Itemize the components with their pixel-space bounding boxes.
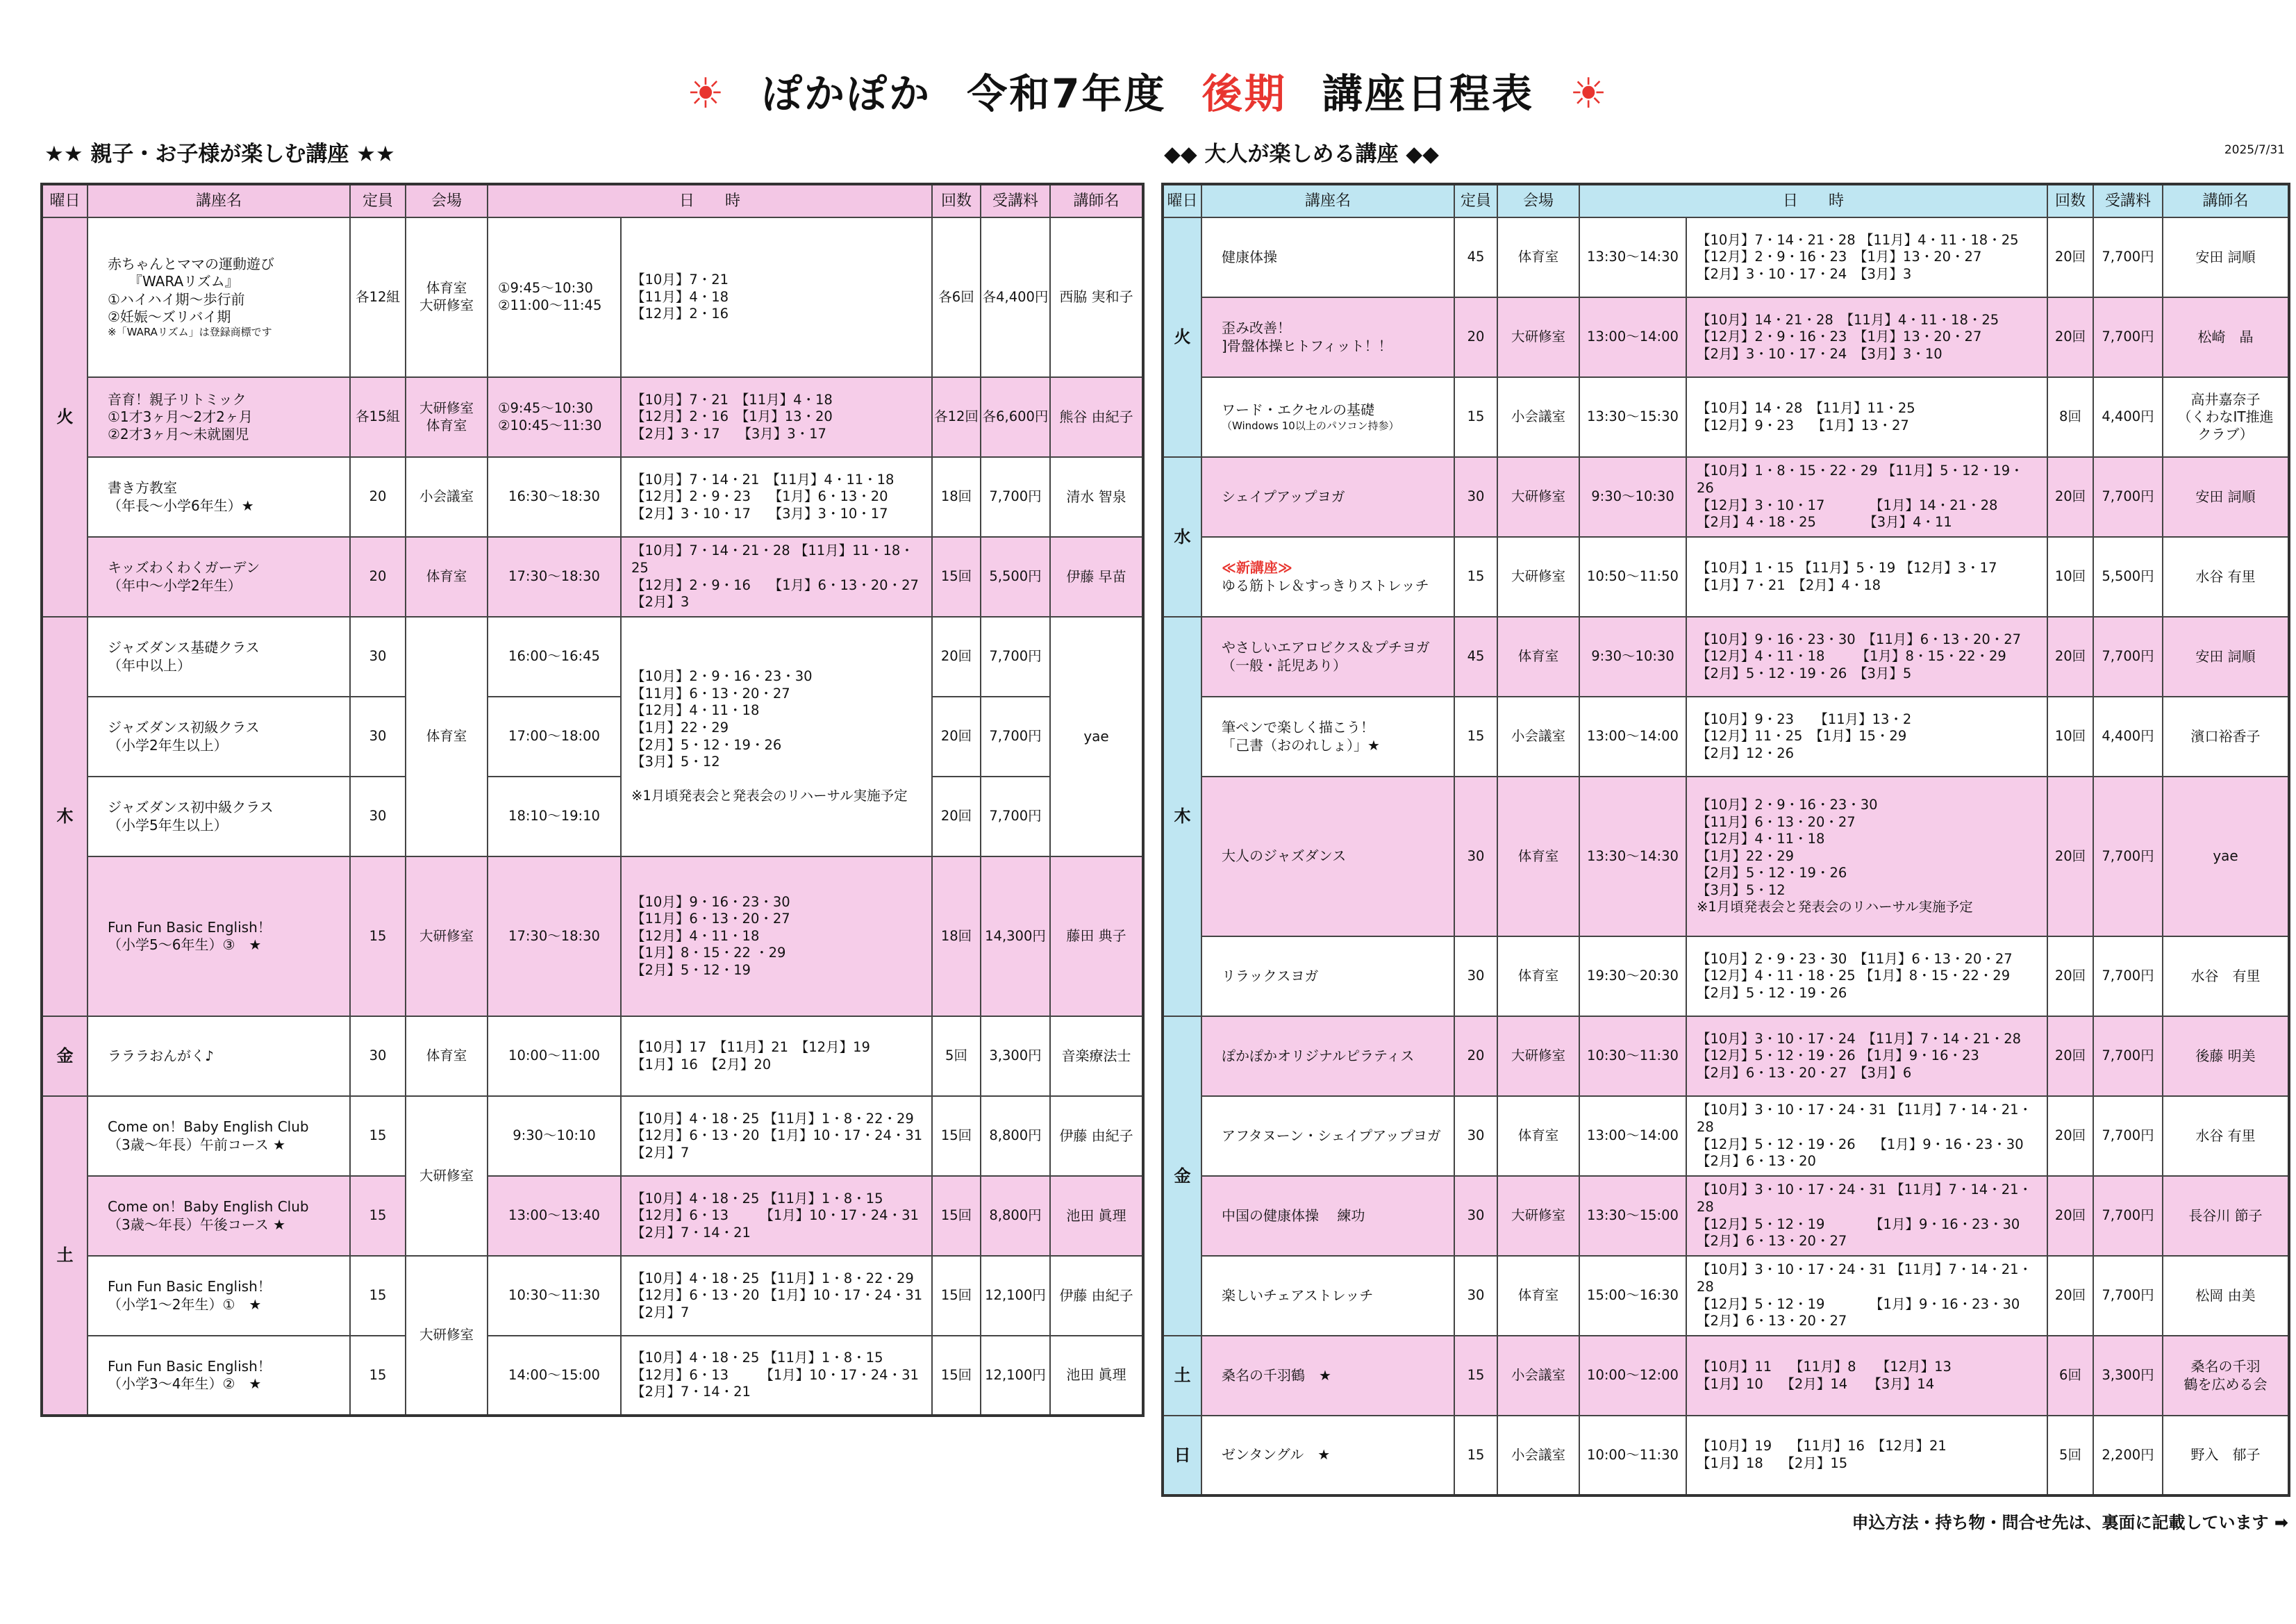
capacity: 20: [350, 457, 406, 537]
count: 20回: [2047, 1256, 2093, 1336]
day-cell: 木: [1163, 617, 1201, 1016]
day-cell: 木: [42, 617, 88, 1016]
header-venue: 会場: [406, 184, 488, 217]
course-name: Fun Fun Basic English！ （小学5～6年生）③ ★: [88, 856, 350, 1016]
instructor: 水谷 有里: [2163, 936, 2289, 1016]
dates: 【10月】11 【11月】8 【12月】13 【1月】10 【2月】14 【3月】14: [1686, 1336, 2047, 1416]
count: 20回: [932, 777, 981, 856]
count: 18回: [932, 457, 981, 537]
day-cell: 土: [1163, 1336, 1201, 1416]
instructor: 後藤 明美: [2163, 1016, 2289, 1096]
header-capacity: 定員: [1454, 184, 1497, 217]
dates: 【10月】9・23 【11月】13・2 【12月】11・25 【1月】15・29 【2月】12・26: [1686, 697, 2047, 777]
page-title: [0, 61, 2296, 124]
instructor: 伊藤 由紀子: [1050, 1256, 1143, 1336]
table-row: [1163, 1256, 2289, 1336]
venue: 大研修室: [406, 1096, 488, 1256]
title-suffix: 講座日程表: [1322, 70, 1534, 117]
table-row: [1163, 377, 2289, 457]
date-stamp: 2025/7/31: [2224, 143, 2285, 157]
dates: 【10月】2・9・16・23・30 【11月】6・13・20・27 【12月】4・11・18 【1月】22・29 【2月】5・12・19・26 【3月】5・12 ※1月頃発表会と発表会のリハーサル実施予定: [1686, 777, 2047, 936]
count: 20回: [932, 617, 981, 697]
day-cell: 金: [1163, 1016, 1201, 1336]
course-name: やさしいエアロビクス＆プチヨガ （一般・託児あり）: [1201, 617, 1454, 697]
fee: 12,100円: [981, 1336, 1050, 1416]
header-venue: 会場: [1497, 184, 1579, 217]
dates: 【10月】3・10・17・24・31 【11月】7・14・21・28 【12月】5・12・19・26 【1月】9・16・23・30 【2月】6・13・20: [1686, 1096, 2047, 1176]
count: 8回: [2047, 377, 2093, 457]
course-name: アフタヌーン・シェイプアップヨガ: [1201, 1096, 1454, 1176]
count: 18回: [932, 856, 981, 1016]
capacity: 30: [1454, 777, 1497, 936]
capacity: 各15組: [350, 377, 406, 457]
table-row: [1163, 1096, 2289, 1176]
venue: 大研修室: [406, 856, 488, 1016]
course-name: 大人のジャズダンス: [1201, 777, 1454, 936]
count: 20回: [2047, 777, 2093, 936]
capacity: 30: [350, 777, 406, 856]
capacity: 30: [350, 697, 406, 777]
fee: 3,300円: [2093, 1336, 2163, 1416]
course-name: 健康体操: [1201, 217, 1454, 297]
capacity: 45: [1454, 617, 1497, 697]
time: 13:00～14:00: [1579, 1096, 1686, 1176]
fee: 7,700円: [2093, 457, 2163, 537]
table-row: [42, 377, 1143, 457]
capacity: 30: [1454, 457, 1497, 537]
venue: 体育室: [1497, 1096, 1579, 1176]
table-row: [42, 1176, 1143, 1256]
dates: 【10月】2・9・23・30 【11月】6・13・20・27 【12月】4・11・18・25 【1月】8・15・22・29 【2月】5・12・19・26: [1686, 936, 2047, 1016]
time: 13:30～15:30: [1579, 377, 1686, 457]
table-row: [42, 1336, 1143, 1416]
fee: 3,300円: [981, 1016, 1050, 1096]
instructor: 熊谷 由紀子: [1050, 377, 1143, 457]
table-row: [1163, 1016, 2289, 1096]
dates: 【10月】7・14・21・28 【11月】4・11・18・25 【12月】2・9・16・23 【1月】13・20・27 【2月】3・10・17・24 【3月】3: [1686, 217, 2047, 297]
fee: 7,700円: [2093, 1176, 2163, 1256]
instructor: 長谷川 節子: [2163, 1176, 2289, 1256]
table-row: [42, 856, 1143, 1016]
course-name: 中国の健康体操 練功: [1201, 1176, 1454, 1256]
dates: 【10月】4・18・25 【11月】1・8・22・29 【12月】6・13・20 【1月】10・17・24・31 【2月】7: [621, 1256, 932, 1336]
course-name: 歪み改善！ ]骨盤体操ヒトフィット！！: [1201, 297, 1454, 377]
dates: 【10月】19 【11月】16 【12月】21 【1月】18 【2月】15: [1686, 1416, 2047, 1495]
count: 20回: [2047, 617, 2093, 697]
header-count: 回数: [932, 184, 981, 217]
course-name: ジャズダンス基礎クラス （年中以上）: [88, 617, 350, 697]
count: 15回: [932, 1176, 981, 1256]
instructor: yae: [1050, 617, 1143, 856]
capacity: 15: [1454, 537, 1497, 617]
sun-icon: ☀: [686, 69, 726, 118]
venue: 小会議室: [1497, 697, 1579, 777]
time: 9:30～10:10: [488, 1096, 621, 1176]
table-row: [1163, 777, 2289, 936]
title-year: 令和7年度: [967, 70, 1167, 117]
course-name: シェイプアップヨガ: [1201, 457, 1454, 537]
fee: 7,700円: [2093, 1256, 2163, 1336]
venue: 小会議室: [406, 457, 488, 537]
time: ①9:45～10:30 ②10:45～11:30: [488, 377, 621, 457]
instructor: 松岡 由美: [2163, 1256, 2289, 1336]
table-row: [1163, 297, 2289, 377]
time: 10:50～11:50: [1579, 537, 1686, 617]
count: 6回: [2047, 1336, 2093, 1416]
instructor: 松崎 晶: [2163, 297, 2289, 377]
dates: 【10月】4・18・25 【11月】1・8・15 【12月】6・13 【1月】10・17・24・31 【2月】7・14・21: [621, 1336, 932, 1416]
time: 15:00～16:30: [1579, 1256, 1686, 1336]
course-name: リラックスヨガ: [1201, 936, 1454, 1016]
venue: 大研修室 体育室: [406, 377, 488, 457]
count: 20回: [2047, 1176, 2093, 1256]
table-header: [42, 184, 1143, 217]
venue: 体育室: [1497, 217, 1579, 297]
capacity: 15: [350, 1336, 406, 1416]
venue: 大研修室: [1497, 1016, 1579, 1096]
instructor: 伊藤 由紀子: [1050, 1096, 1143, 1176]
capacity: 20: [350, 537, 406, 617]
instructor: 水谷 有里: [2163, 537, 2289, 617]
time: 13:00～14:00: [1579, 297, 1686, 377]
capacity: 15: [1454, 377, 1497, 457]
venue: 体育室: [1497, 936, 1579, 1016]
venue: 体育室: [1497, 777, 1579, 936]
header-instructor: 講師名: [1050, 184, 1143, 217]
fee: 5,500円: [981, 537, 1050, 617]
course-name: 筆ペンで楽しく描こう！ 「己書（おのれしょ）」★: [1201, 697, 1454, 777]
dates: 【10月】3・10・17・24 【11月】7・14・21・28 【12月】5・12・19・26 【1月】9・16・23 【2月】6・13・20・27 【3月】6: [1686, 1016, 2047, 1096]
table-row: [42, 537, 1143, 617]
title-prefix: ぽかぽか: [761, 70, 931, 117]
capacity: 15: [350, 856, 406, 1016]
instructor: 安田 詞順: [2163, 217, 2289, 297]
venue: 体育室: [1497, 617, 1579, 697]
dates: 【10月】14・28 【11月】11・25 【12月】9・23 【1月】13・27: [1686, 377, 2047, 457]
capacity: 15: [1454, 1416, 1497, 1495]
time: 10:30～11:30: [1579, 1016, 1686, 1096]
capacity: 30: [350, 617, 406, 697]
time: 17:30～18:30: [488, 856, 621, 1016]
course-name: 楽しいチェアストレッチ: [1201, 1256, 1454, 1336]
count: 各12回: [932, 377, 981, 457]
instructor: 伊藤 早苗: [1050, 537, 1143, 617]
time: 13:30～14:30: [1579, 217, 1686, 297]
day-cell: 火: [42, 217, 88, 617]
new-course-badge: ≪新講座≫: [1222, 559, 1292, 577]
venue: 小会議室: [1497, 1416, 1579, 1495]
time: 16:30～18:30: [488, 457, 621, 537]
course-name: ゼンタングル ★: [1201, 1416, 1454, 1495]
table-row: [42, 457, 1143, 537]
table-row: [1163, 617, 2289, 697]
fee: 7,700円: [2093, 1096, 2163, 1176]
time: 13:00～13:40: [488, 1176, 621, 1256]
capacity: 20: [1454, 297, 1497, 377]
header-day: 曜日: [1163, 184, 1201, 217]
capacity: 30: [1454, 1256, 1497, 1336]
dates: 【10月】4・18・25 【11月】1・8・15 【12月】6・13 【1月】10・17・24・31 【2月】7・14・21: [621, 1176, 932, 1256]
time: ①9:45～10:30 ②11:00～11:45: [488, 217, 621, 377]
header-datetime: 日 時: [1579, 184, 2047, 217]
count: 20回: [2047, 936, 2093, 1016]
table-row: [42, 1256, 1143, 1336]
header-day: 曜日: [42, 184, 88, 217]
dates: 【10月】1・8・15・22・29 【11月】5・12・19・26 【12月】3・10・17 【1月】14・21・28 【2月】4・18・25 【3月】4・11: [1686, 457, 2047, 537]
time: 10:00～11:00: [488, 1016, 621, 1096]
capacity: 45: [1454, 217, 1497, 297]
time: 16:00～16:45: [488, 617, 621, 697]
venue: 大研修室: [1497, 297, 1579, 377]
venue: 体育室: [406, 1016, 488, 1096]
course-name: Fun Fun Basic English！ （小学3～4年生）② ★: [88, 1336, 350, 1416]
venue: 小会議室: [1497, 377, 1579, 457]
course-name: ジャズダンス初中級クラス （小学5年生以上）: [88, 777, 350, 856]
fee: 4,400円: [2093, 377, 2163, 457]
fee: 12,100円: [981, 1256, 1050, 1336]
dates: 【10月】3・10・17・24・31 【11月】7・14・21・28 【12月】5・12・19 【1月】9・16・23・30 【2月】6・13・20・27: [1686, 1176, 2047, 1256]
table-row: [1163, 1176, 2289, 1256]
course-name: Come on！Baby English Club （3歳～年長）午後コース ★: [88, 1176, 350, 1256]
fee: 8,800円: [981, 1096, 1050, 1176]
time: 9:30～10:30: [1579, 457, 1686, 537]
header-name: 講座名: [88, 184, 350, 217]
venue: 大研修室: [406, 1256, 488, 1416]
time: 9:30～10:30: [1579, 617, 1686, 697]
fee: 8,800円: [981, 1176, 1050, 1256]
course-name: ≪新講座≫ ゆる筋トレ＆すっきりストレッチ: [1201, 537, 1454, 617]
course-name: 音育！親子リトミック ①1才3ヶ月～2才2ヶ月 ②2才3ヶ月～未就園児: [88, 377, 350, 457]
time: 19:30～20:30: [1579, 936, 1686, 1016]
table-row: [1163, 457, 2289, 537]
section-title-kids: ★★ 親子・お子様が楽しむ講座 ★★: [44, 142, 395, 167]
time: 17:30～18:30: [488, 537, 621, 617]
course-name: ぽかぽかオリジナルピラティス: [1201, 1016, 1454, 1096]
header-capacity: 定員: [350, 184, 406, 217]
table-row: [42, 1096, 1143, 1176]
fee: 7,700円: [981, 617, 1050, 697]
dates: 【10月】14・21・28 【11月】4・11・18・25 【12月】2・9・16・23 【1月】13・20・27 【2月】3・10・17・24 【3月】3・10: [1686, 297, 2047, 377]
kids-schedule-table: [40, 183, 1145, 1417]
time: 10:00～11:30: [1579, 1416, 1686, 1495]
count: 10回: [2047, 537, 2093, 617]
footer-note: 申込方法・持ち物・問合せ先は、裏面に記載しています ➡: [1852, 1513, 2288, 1532]
venue: 大研修室: [1497, 457, 1579, 537]
dates: 【10月】4・18・25 【11月】1・8・22・29 【12月】6・13・20 【1月】10・17・24・31 【2月】7: [621, 1096, 932, 1176]
fee: 各4,400円: [981, 217, 1050, 377]
fee: 4,400円: [2093, 697, 2163, 777]
table-row: [42, 617, 1143, 697]
day-cell: 土: [42, 1096, 88, 1416]
table-row: [42, 777, 1143, 856]
dates: 【10月】7・21 【11月】4・18 【12月】2・16: [621, 217, 932, 377]
count: 10回: [2047, 697, 2093, 777]
venue: 体育室: [406, 617, 488, 856]
venue: 体育室: [1497, 1256, 1579, 1336]
venue: 大研修室: [1497, 537, 1579, 617]
count: 15回: [932, 1256, 981, 1336]
fee: 7,700円: [2093, 777, 2163, 936]
table-row: [42, 217, 1143, 377]
capacity: 各12組: [350, 217, 406, 377]
time: 13:00～14:00: [1579, 697, 1686, 777]
dates: 【10月】2・9・16・23・30 【11月】6・13・20・27 【12月】4・11・18 【1月】22・29 【2月】5・12・19・26 【3月】5・12 ※1月頃発表会と発表会のリハーサル実施予定: [621, 617, 932, 856]
day-cell: 金: [42, 1016, 88, 1096]
time: 13:30～14:30: [1579, 777, 1686, 936]
course-name: ラララおんがく♪: [88, 1016, 350, 1096]
fee: 7,700円: [981, 457, 1050, 537]
instructor: 池田 眞理: [1050, 1176, 1143, 1256]
time: 14:00～15:00: [488, 1336, 621, 1416]
count: 20回: [2047, 217, 2093, 297]
count: 20回: [2047, 297, 2093, 377]
fee: 7,700円: [2093, 217, 2163, 297]
time: 10:30～11:30: [488, 1256, 621, 1336]
fee: 2,200円: [2093, 1416, 2163, 1495]
header-datetime: 日 時: [488, 184, 932, 217]
instructor: 高井嘉奈子 （くわなIT推進 クラブ）: [2163, 377, 2289, 457]
venue: 体育室: [406, 537, 488, 617]
course-name: Come on！Baby English Club （3歳～年長）午前コース ★: [88, 1096, 350, 1176]
instructor: 安田 詞順: [2163, 617, 2289, 697]
capacity: 15: [1454, 1336, 1497, 1416]
fee: 7,700円: [981, 777, 1050, 856]
table-header: [1163, 184, 2289, 217]
fee: 14,300円: [981, 856, 1050, 1016]
venue: 大研修室: [1497, 1176, 1579, 1256]
instructor: 水谷 有里: [2163, 1096, 2289, 1176]
venue: 体育室 大研修室: [406, 217, 488, 377]
time: 10:00～12:00: [1579, 1336, 1686, 1416]
course-name: 桑名の千羽鶴 ★: [1201, 1336, 1454, 1416]
capacity: 30: [1454, 1096, 1497, 1176]
time: 17:00～18:00: [488, 697, 621, 777]
count: 20回: [2047, 1096, 2093, 1176]
instructor: yae: [2163, 777, 2289, 936]
fee: 7,700円: [981, 697, 1050, 777]
dates: 【10月】1・15 【11月】5・19 【12月】3・17 【1月】7・21 【2月】4・18: [1686, 537, 2047, 617]
dates: 【10月】7・21 【11月】4・18 【12月】2・16 【1月】13・20 【2月】3・17 【3月】3・17: [621, 377, 932, 457]
count: 20回: [2047, 457, 2093, 537]
count: 15回: [932, 537, 981, 617]
fee: 各6,600円: [981, 377, 1050, 457]
header-instructor: 講師名: [2163, 184, 2289, 217]
capacity: 15: [350, 1176, 406, 1256]
count: 15回: [932, 1096, 981, 1176]
course-name: Fun Fun Basic English！ （小学1～2年生）① ★: [88, 1256, 350, 1336]
course-name: 赤ちゃんとママの運動遊び 『WARAリズム』 ①ハイハイ期～歩行前 ②妊娠～ズリバイ期 ※「WARAリズム」は登録商標です: [88, 217, 350, 377]
sun-icon: ☀: [1570, 69, 1609, 118]
course-name: ジャズダンス初級クラス （小学2年生以上）: [88, 697, 350, 777]
dates: 【10月】7・14・21 【11月】4・11・18 【12月】2・9・23 【1月】6・13・20 【2月】3・10・17 【3月】3・10・17: [621, 457, 932, 537]
table-row: [1163, 936, 2289, 1016]
course-name: 書き方教室 （年長～小学6年生）★: [88, 457, 350, 537]
day-cell: 水: [1163, 457, 1201, 617]
course-name: キッズわくわくガーデン （年中～小学2年生）: [88, 537, 350, 617]
instructor: 池田 眞理: [1050, 1336, 1143, 1416]
table-row: [1163, 1336, 2289, 1416]
count: 15回: [932, 1336, 981, 1416]
day-cell: 日: [1163, 1416, 1201, 1495]
table-row: [1163, 537, 2289, 617]
capacity: 20: [1454, 1016, 1497, 1096]
table-row: [42, 697, 1143, 777]
section-title-adults: ◆◆ 大人が楽しめる講座 ◆◆: [1164, 142, 1439, 167]
count: 20回: [2047, 1016, 2093, 1096]
fee: 7,700円: [2093, 617, 2163, 697]
capacity: 15: [350, 1096, 406, 1176]
instructor: 音楽療法士: [1050, 1016, 1143, 1096]
fee: 7,700円: [2093, 936, 2163, 1016]
instructor: 西脇 実和子: [1050, 217, 1143, 377]
dates: 【10月】17 【11月】21 【12月】19 【1月】16 【2月】20: [621, 1016, 932, 1096]
count: 5回: [2047, 1416, 2093, 1495]
capacity: 15: [350, 1256, 406, 1336]
instructor: 清水 智泉: [1050, 457, 1143, 537]
course-name: ワード・エクセルの基礎 （Windows 10以上のパソコン持参）: [1201, 377, 1454, 457]
instructor: 濱口裕香子: [2163, 697, 2289, 777]
header-fee: 受講料: [2093, 184, 2163, 217]
capacity: 30: [350, 1016, 406, 1096]
capacity: 30: [1454, 936, 1497, 1016]
table-row: [1163, 697, 2289, 777]
count: 各6回: [932, 217, 981, 377]
capacity: 30: [1454, 1176, 1497, 1256]
header-name: 講座名: [1201, 184, 1454, 217]
instructor: 藤田 典子: [1050, 856, 1143, 1016]
header-count: 回数: [2047, 184, 2093, 217]
instructor: 桑名の千羽 鶴を広める会: [2163, 1336, 2289, 1416]
count: 5回: [932, 1016, 981, 1096]
title-term: 後期: [1201, 70, 1287, 117]
time: 13:30～15:00: [1579, 1176, 1686, 1256]
table-row: [1163, 217, 2289, 297]
venue: 小会議室: [1497, 1336, 1579, 1416]
day-cell: 火: [1163, 217, 1201, 457]
instructor: 野入 郁子: [2163, 1416, 2289, 1495]
time: 18:10～19:10: [488, 777, 621, 856]
table-row: [1163, 1416, 2289, 1495]
dates: 【10月】9・16・23・30 【11月】6・13・20・27 【12月】4・11・18 【1月】8・15・22・29 【2月】5・12・19・26 【3月】5: [1686, 617, 2047, 697]
fee: 7,700円: [2093, 1016, 2163, 1096]
dates: 【10月】9・16・23・30 【11月】6・13・20・27 【12月】4・11・18 【1月】8・15・22 ・29 【2月】5・12・19: [621, 856, 932, 1016]
instructor: 安田 詞順: [2163, 457, 2289, 537]
capacity: 15: [1454, 697, 1497, 777]
count: 20回: [932, 697, 981, 777]
dates: 【10月】7・14・21・28 【11月】11・18・25 【12月】2・9・16 【1月】6・13・20・27 【2月】3: [621, 537, 932, 617]
dates: 【10月】3・10・17・24・31 【11月】7・14・21・28 【12月】5・12・19 【1月】9・16・23・30 【2月】6・13・20・27: [1686, 1256, 2047, 1336]
fee: 7,700円: [2093, 297, 2163, 377]
adult-schedule-table: [1161, 183, 2290, 1497]
fee: 5,500円: [2093, 537, 2163, 617]
header-fee: 受講料: [981, 184, 1050, 217]
table-row: [42, 1016, 1143, 1096]
